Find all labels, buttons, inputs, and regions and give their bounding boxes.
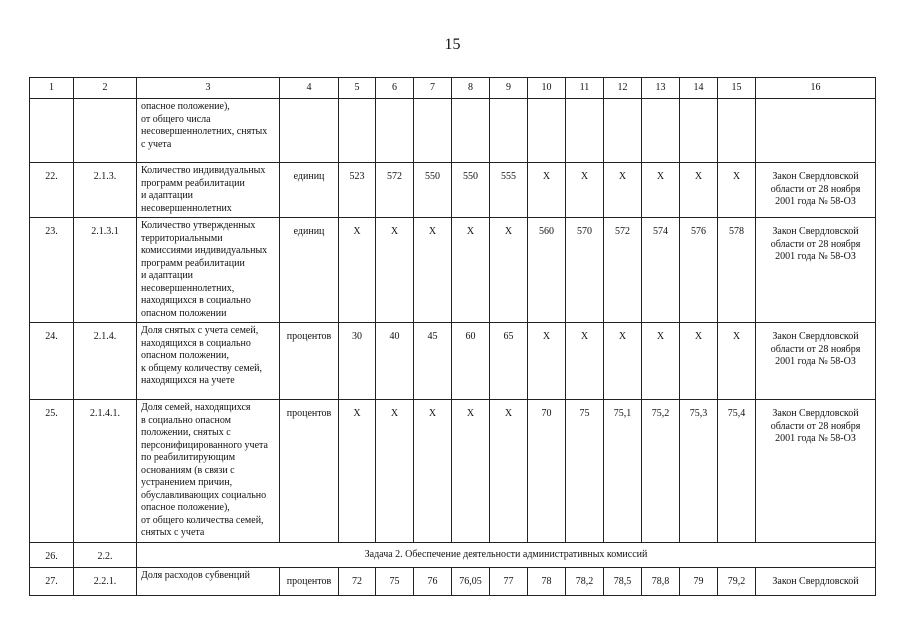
legal-basis <box>756 163 876 218</box>
value-cell: 550 <box>414 163 452 218</box>
value-cell: X <box>642 323 680 400</box>
unit-cell: процентов <box>280 400 339 543</box>
value-cell: X <box>566 163 604 218</box>
indicator-name-line: от общего количества семей, <box>141 514 264 526</box>
indicator-name-line: положении, снятых с <box>141 427 231 438</box>
indicator-name-line: в социально опасном <box>141 414 232 426</box>
value-cell: 40 <box>376 323 414 400</box>
indicator-name-line: несовершеннолетних, <box>141 282 235 294</box>
legal-basis <box>756 400 876 543</box>
legal-basis-line: Закон Свердловской <box>772 576 859 587</box>
value-cell: 78 <box>528 568 566 596</box>
unit-cell: единиц <box>280 218 339 323</box>
value-cell: X <box>414 400 452 543</box>
legal-basis-line: Закон Свердловской <box>772 331 859 342</box>
row-number: 22. <box>30 163 74 218</box>
header-cell-13: 13 <box>642 78 680 99</box>
indicator-name <box>137 163 280 218</box>
indicator-name-line: опасном положении, <box>141 350 229 361</box>
header-cell-9: 9 <box>490 78 528 99</box>
indicator-name-line: Доля расходов субвенций <box>141 570 250 581</box>
value-cell: X <box>604 323 642 400</box>
value-cell: 75,1 <box>604 400 642 543</box>
value-cell: 574 <box>642 218 680 323</box>
indicator-name-line: по реабилитирующим <box>141 452 236 463</box>
value-cell: X <box>528 163 566 218</box>
unit-cell <box>280 99 339 163</box>
table-row <box>30 323 876 400</box>
indicator-name-line: Количество индивидуальных <box>141 165 266 176</box>
legal-basis <box>756 99 876 163</box>
header-cell-2: 2 <box>74 78 137 99</box>
row-code <box>74 99 137 163</box>
header-cell-6: 6 <box>376 78 414 99</box>
value-cell: X <box>376 400 414 543</box>
value-cell: X <box>452 400 490 543</box>
value-cell: 560 <box>528 218 566 323</box>
value-cell <box>604 99 642 163</box>
legal-basis-line: Закон Свердловской <box>772 171 859 182</box>
value-cell: X <box>718 163 756 218</box>
row-code: 2.1.4. <box>74 323 137 400</box>
value-cell: X <box>718 323 756 400</box>
table-row <box>30 543 876 568</box>
indicator-name <box>137 218 280 323</box>
legal-basis-line: области от 28 ноября <box>770 238 861 250</box>
value-cell <box>566 99 604 163</box>
indicator-name <box>137 568 280 596</box>
indicator-name-line: программ реабилитации <box>141 177 245 189</box>
value-cell: 60 <box>452 323 490 400</box>
value-cell: 45 <box>414 323 452 400</box>
legal-basis-line: области от 28 ноября <box>770 420 861 432</box>
indicator-name-line: находящихся на учете <box>141 375 235 386</box>
value-cell: 77 <box>490 568 528 596</box>
indicator-name <box>137 400 280 543</box>
row-number: 24. <box>30 323 74 400</box>
value-cell: 572 <box>604 218 642 323</box>
value-cell: 523 <box>339 163 376 218</box>
indicator-name-line: к общему количеству семей, <box>141 362 262 374</box>
legal-basis-line: Закон Свердловской <box>772 408 859 419</box>
value-cell: X <box>566 323 604 400</box>
value-cell: X <box>452 218 490 323</box>
value-cell: X <box>528 323 566 400</box>
indicator-name-line: и адаптации <box>141 190 194 201</box>
value-cell <box>642 99 680 163</box>
indicator-name-line: несовершеннолетних, снятых <box>141 126 268 137</box>
indicator-name-line: снятых с учета <box>141 527 205 538</box>
value-cell: 572 <box>376 163 414 218</box>
legal-basis <box>756 323 876 400</box>
value-cell: 75 <box>376 568 414 596</box>
table-row <box>30 568 876 596</box>
indicators-table <box>29 77 876 596</box>
legal-basis-line: 2001 года № 58-ОЗ <box>775 196 856 207</box>
value-cell <box>718 99 756 163</box>
value-cell: 578 <box>718 218 756 323</box>
page-number: 15 <box>444 36 461 53</box>
indicator-name <box>137 323 280 400</box>
value-cell: 65 <box>490 323 528 400</box>
legal-basis-line: области от 28 ноября <box>770 183 861 195</box>
indicator-name-line: и адаптации <box>141 270 194 281</box>
value-cell: 576 <box>680 218 718 323</box>
value-cell <box>376 99 414 163</box>
table-header-row <box>30 78 876 99</box>
header-cell-10: 10 <box>528 78 566 99</box>
value-cell: X <box>604 163 642 218</box>
value-cell: X <box>414 218 452 323</box>
indicator-name-line: от общего числа <box>141 113 211 125</box>
indicator-name-line: опасном положении <box>141 307 227 319</box>
row-number <box>30 99 74 163</box>
indicator-name-line: устранением причин, <box>141 477 233 488</box>
indicator-name-line: несовершеннолетних <box>141 202 232 214</box>
row-code: 2.1.3. <box>74 163 137 218</box>
header-cell-12: 12 <box>604 78 642 99</box>
value-cell: 75,3 <box>680 400 718 543</box>
legal-basis <box>756 568 876 596</box>
legal-basis-line: Закон Свердловской <box>772 226 859 237</box>
value-cell: 70 <box>528 400 566 543</box>
value-cell: 78,5 <box>604 568 642 596</box>
indicator-name-line: Количество утвержденных <box>141 220 256 231</box>
value-cell: X <box>490 400 528 543</box>
value-cell <box>680 99 718 163</box>
unit-cell: единиц <box>280 163 339 218</box>
indicator-name-line: Доля снятых с учета семей, <box>141 325 259 336</box>
legal-basis-line: 2001 года № 58-ОЗ <box>775 356 856 367</box>
indicator-name-line: комиссиями индивидуальных <box>141 245 268 256</box>
value-cell: 78,2 <box>566 568 604 596</box>
header-cell-1: 1 <box>30 78 74 99</box>
value-cell: 75 <box>566 400 604 543</box>
indicator-name-line: находящихся в социально <box>141 337 251 349</box>
unit-cell: процентов <box>280 568 339 596</box>
indicator-name-line: опасное положение), <box>141 101 230 112</box>
header-cell-15: 15 <box>718 78 756 99</box>
header-cell-14: 14 <box>680 78 718 99</box>
unit-cell: процентов <box>280 323 339 400</box>
indicator-name-line: опасное положение), <box>141 502 230 513</box>
value-cell: 72 <box>339 568 376 596</box>
indicator-name-line: Доля семей, находящихся <box>141 402 251 413</box>
value-cell: 76 <box>414 568 452 596</box>
legal-basis <box>756 218 876 323</box>
legal-basis-line: 2001 года № 58-ОЗ <box>775 433 856 444</box>
value-cell: 570 <box>566 218 604 323</box>
row-code: 2.1.4.1. <box>74 400 137 543</box>
indicator-name-line: персонифицированного учета <box>141 439 268 451</box>
row-code: 2.2.1. <box>74 568 137 596</box>
header-cell-8: 8 <box>452 78 490 99</box>
header-cell-7: 7 <box>414 78 452 99</box>
row-code: 2.2. <box>74 543 137 568</box>
row-number: 26. <box>30 543 74 568</box>
legal-basis-line: области от 28 ноября <box>770 343 861 355</box>
indicator-name <box>137 99 280 163</box>
header-cell-11: 11 <box>566 78 604 99</box>
value-cell <box>490 99 528 163</box>
value-cell: 75,4 <box>718 400 756 543</box>
value-cell: X <box>376 218 414 323</box>
value-cell <box>528 99 566 163</box>
row-code: 2.1.3.1 <box>74 218 137 323</box>
indicator-name-line: территориальными <box>141 232 223 244</box>
value-cell: X <box>490 218 528 323</box>
value-cell <box>414 99 452 163</box>
indicator-name-line: основаниям (в связи с <box>141 464 235 476</box>
indicator-name-line: программ реабилитации <box>141 257 245 269</box>
header-cell-3: 3 <box>137 78 280 99</box>
table-row <box>30 218 876 323</box>
value-cell: 78,8 <box>642 568 680 596</box>
task-title: Задача 2. Обеспечение деятельности административных комиссий <box>137 543 876 568</box>
value-cell <box>452 99 490 163</box>
value-cell: 79,2 <box>718 568 756 596</box>
value-cell: X <box>680 323 718 400</box>
value-cell: 30 <box>339 323 376 400</box>
row-number: 23. <box>30 218 74 323</box>
row-number: 27. <box>30 568 74 596</box>
indicator-name-line: находящихся в социально <box>141 295 251 306</box>
value-cell: X <box>680 163 718 218</box>
legal-basis-line: 2001 года № 58-ОЗ <box>775 251 856 262</box>
table-row <box>30 163 876 218</box>
header-cell-5: 5 <box>339 78 376 99</box>
value-cell: 75,2 <box>642 400 680 543</box>
indicator-name-line: обуславливающих социально <box>141 489 267 501</box>
value-cell: 555 <box>490 163 528 218</box>
value-cell: X <box>642 163 680 218</box>
value-cell: 79 <box>680 568 718 596</box>
value-cell: X <box>339 218 376 323</box>
header-cell-16: 16 <box>756 78 876 99</box>
value-cell: 550 <box>452 163 490 218</box>
value-cell: 76,05 <box>452 568 490 596</box>
value-cell <box>339 99 376 163</box>
value-cell: X <box>339 400 376 543</box>
indicator-name-line: с учета <box>141 138 172 150</box>
header-cell-4: 4 <box>280 78 339 99</box>
table-row <box>30 99 876 163</box>
table-row <box>30 400 876 543</box>
row-number: 25. <box>30 400 74 543</box>
